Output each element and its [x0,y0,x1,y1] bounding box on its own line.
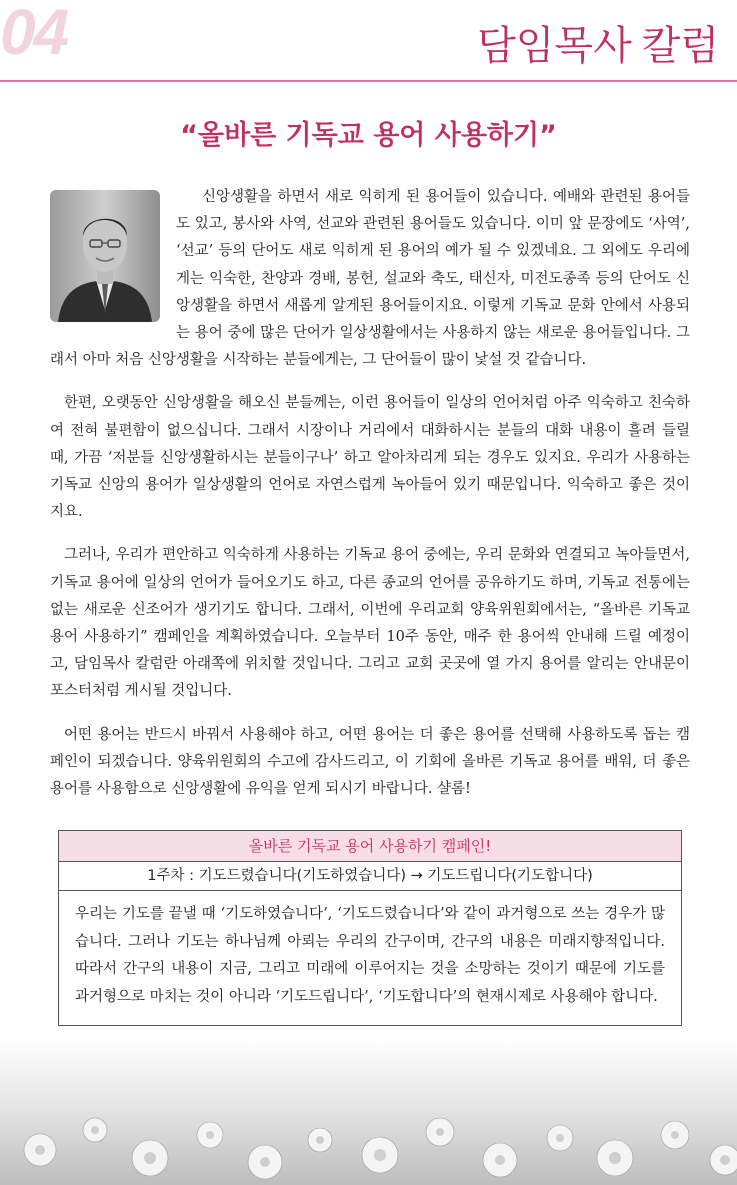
page-number: 04 [0,0,68,68]
flower-decoration [0,1040,737,1185]
campaign-box [58,830,682,1026]
article-body [50,184,690,819]
paragraph-4: 어떤 용어는 반드시 바꿔서 사용해야 하고, 어떤 용어는 더 좋은 용어를 선택해 사용하도록 돕는 캠페인이 되겠습니다. 양육위원회의 수고에 감사드리고, 이 기회에 올바른 기독교 용어를 배워, 더 좋은 용어를 사용함으로 신앙생활에 유익을 얻게 되시기 바랍니다. 샬롬! [50,726,690,798]
article-title: “올바른 기독교 용어 사용하기” [180,120,557,151]
campaign-week-label: 1주차 : 기도드렸습니다(기도하였습니다) → 기도드립니다(기도합니다) [59,862,681,891]
paragraph-1: 신앙생활을 하면서 새로 익히게 된 용어들이 있습니다. 예배와 관련된 용어들도 있고, 봉사와 사역, 선교와 관련된 용어들도 있습니다. 이미 앞 문장에도 ‘사역’, ‘선교’ 등의 단어도 새로 익히게 된 용어의 예가 될 수 있겠네요. 그 외에도 우리에게는 익숙한, 찬양과 경배, 봉헌, 설교와 축도, 태신자, 미전도종족 등의 단어도 신앙생활을 하면서 새롭게 알게된 용어들이지요. 이렇게 기독교 문화 안에서 사용되는 용어 중에 많은 단어가 일상생활에서는 사용하지 않는 새로운 용어들입니다. 그래서 아마 처음 신앙생활을 시작하는 분들에게는, 그 단어들이 많이 낯설 것 같습니다. [50,189,690,369]
section-title: 담임목사 칼럼 [477,23,719,68]
paragraph-3: 그러나, 우리가 편안하고 익숙하게 사용하는 기독교 용어 중에는, 우리 문화와 연결되고 녹아들면서, 기독교 용어에 일상의 언어가 들어오기도 하고, 다른 종교의 언어를 공유하기도 하며, 기독교 전통에는 없는 새로운 신조어가 생기기도 합니다. 그래서, 이번에 우리교회 양육위원회에서는, “올바른 기독교 용어 사용하기” 캠페인을 계획하였습니다. 오늘부터 10주 동안, 매주 한 용어씩 안내해 드릴 예정이고, 담임목사 칼럼란 아래쪽에 위치할 것입니다. 그리고 교회 곳곳에 열 가지 용어를 알리는 안내문이 포스터처럼 게시될 것입니다. [50,547,690,700]
pastor-portrait [50,190,160,322]
campaign-heading: 올바른 기독교 용어 사용하기 캠페인! [59,831,681,862]
title-divider [0,80,737,82]
campaign-body: 우리는 기도를 끝낼 때 ‘기도하였습니다’, ‘기도드렸습니다’와 같이 과거형으로 쓰는 경우가 많습니다. 그러나 기도는 하나님께 아뢰는 우리의 간구이며, 간구의 내용은 미래지향적입니다. 따라서 간구의 내용이 지금, 그리고 미래에 이루어지는 것을 소망하는 것이기 때문에 기도를 과거형으로 마치는 것이 아니라 ‘기도드립니다’, ‘기도합니다’의 현재시제로 사용해야 합니다. [75,906,665,1005]
paragraph-2: 한편, 오랫동안 신앙생활을 해오신 분들께는, 이런 용어들이 일상의 언어처럼 아주 익숙하고 친숙하여 전혀 불편함이 없으십니다. 그래서 시장이나 거리에서 대화하시는 분들의 대화 내용이 흘려 들릴 때, 가끔 ‘저분들 신앙생활하시는 분들이구나’ 하고 알아차리게 되는 경우도 있지요. 우리가 사용하는 기독교 신앙의 용어가 일상생활의 언어로 자연스럽게 녹아들어 있기 때문입니다. 익숙하고 좋은 것이지요. [50,395,690,521]
